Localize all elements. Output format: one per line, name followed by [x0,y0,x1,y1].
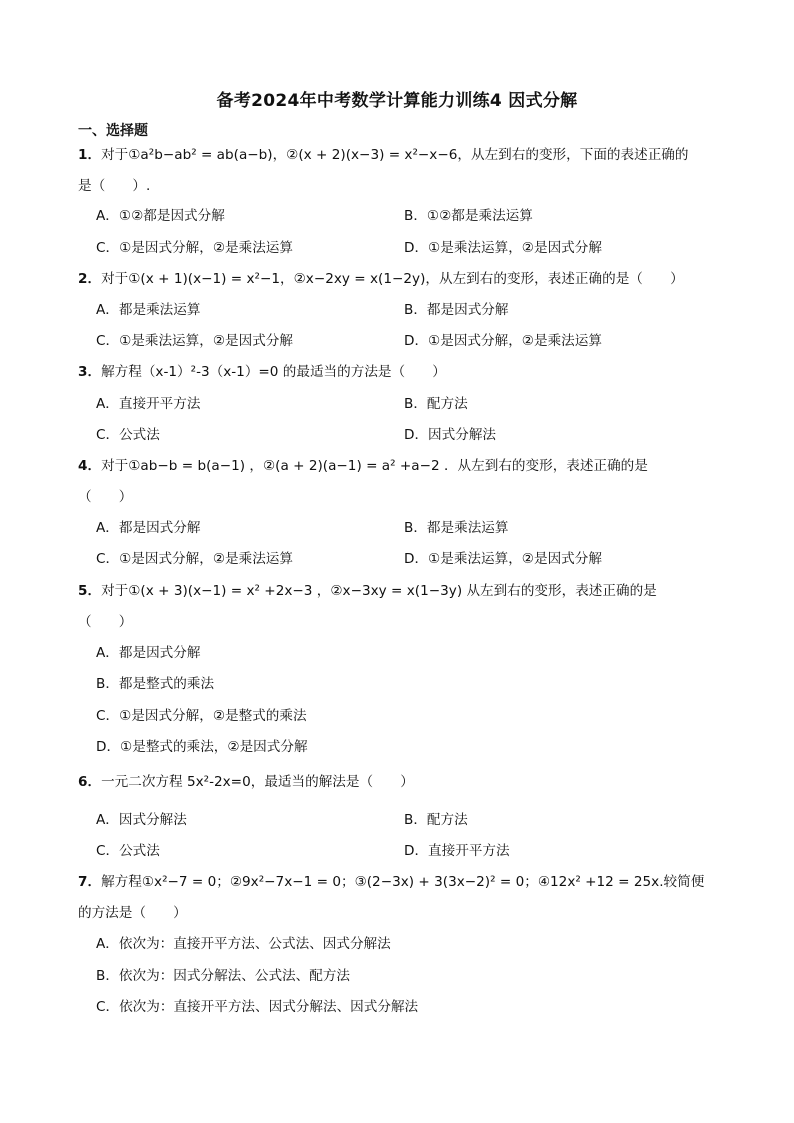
question-number: 1． [78,147,102,163]
section-heading: 一、选择题 [78,123,148,139]
option-c[interactable]: C．①是因式分解，②是整式的乘法 [96,708,307,724]
option-d[interactable]: D．因式分解法 [404,427,497,443]
option-b[interactable]: B．配方法 [404,812,468,828]
question-text: 对于①a²b−ab² = ab(a−b)，②(x + 2)(x−3) = x²−x−6，从左到右的变形，下面的表述正确的 [101,147,689,163]
question-5-continued: （ ） [78,614,133,630]
option-b[interactable]: B．都是因式分解 [404,302,509,318]
option-b[interactable]: B．①②都是乘法运算 [404,208,533,224]
option-b[interactable]: B．依次为：因式分解法、公式法、配方法 [96,968,351,984]
question-7 [78,872,704,892]
option-c[interactable]: C．①是因式分解，②是乘法运算 [96,240,293,256]
question-1 [78,145,689,165]
option-d[interactable]: D．①是整式的乘法，②是因式分解 [96,739,308,755]
question-text: 对于①(x + 3)(x−1) = x² +2x−3 ，②x−3xy = x(1−3y) 从左到右的变形，表述正确的是 [101,583,657,599]
option-c[interactable]: C．公式法 [96,427,160,443]
question-5 [78,581,657,601]
question-text: 对于①(x + 1)(x−1) = x²−1，②x−2xy = x(1−2y)，从左到右的变形，表述正确的是（ ） [101,271,684,287]
question-number: 6． [78,774,102,790]
question-2 [78,269,684,289]
option-a[interactable]: A．都是因式分解 [96,520,201,536]
option-c[interactable]: C．①是乘法运算，②是因式分解 [96,333,293,349]
option-a[interactable]: A．①②都是因式分解 [96,208,225,224]
option-a[interactable]: A．直接开平方法 [96,396,201,412]
question-text: 解方程①x²−7 = 0；②9x²−7x−1 = 0；③(2−3x) + 3(3x−2)² = 0；④12x² +12 = 25x.较简便 [101,874,705,890]
question-3 [78,362,446,382]
option-b[interactable]: B．都是整式的乘法 [96,676,215,692]
option-a[interactable]: A．依次为：直接开平方法、公式法、因式分解法 [96,936,391,952]
question-number: 2． [78,271,102,287]
question-4-continued: （ ） [78,489,133,505]
option-c[interactable]: C．公式法 [96,843,160,859]
option-a[interactable]: A．都是因式分解 [96,645,201,661]
option-d[interactable]: D．①是因式分解，②是乘法运算 [404,333,602,349]
question-text: 对于①ab−b = b(a−1) ，②(a + 2)(a−1) = a² +a−2 ．从左到右的变形，表述正确的是 [101,458,648,474]
page-title: 备考2024年中考数学计算能力训练4 因式分解 [216,91,578,111]
option-a[interactable]: A．因式分解法 [96,812,187,828]
question-text: 一元二次方程 5x²-2x=0，最适当的解法是（ ） [101,774,414,790]
option-c[interactable]: C．①是因式分解，②是乘法运算 [96,551,293,567]
question-text: 解方程（x-1）²-3（x-1）=0 的最适当的方法是（ ） [101,364,446,380]
question-6 [78,772,414,792]
question-1-continued: 是（ ）. [78,178,151,194]
option-d[interactable]: D．①是乘法运算，②是因式分解 [404,551,602,567]
question-7-continued: 的方法是（ ） [78,905,187,921]
question-number: 3． [78,364,102,380]
option-c[interactable]: C．依次为：直接开平方法、因式分解法、因式分解法 [96,999,419,1015]
question-4 [78,456,648,476]
option-d[interactable]: D．①是乘法运算，②是因式分解 [404,240,602,256]
option-b[interactable]: B．都是乘法运算 [404,520,509,536]
question-number: 4． [78,458,102,474]
option-b[interactable]: B．配方法 [404,396,468,412]
option-d[interactable]: D．直接开平方法 [404,843,510,859]
question-number: 5． [78,583,102,599]
option-a[interactable]: A．都是乘法运算 [96,302,201,318]
question-number: 7． [78,874,102,890]
